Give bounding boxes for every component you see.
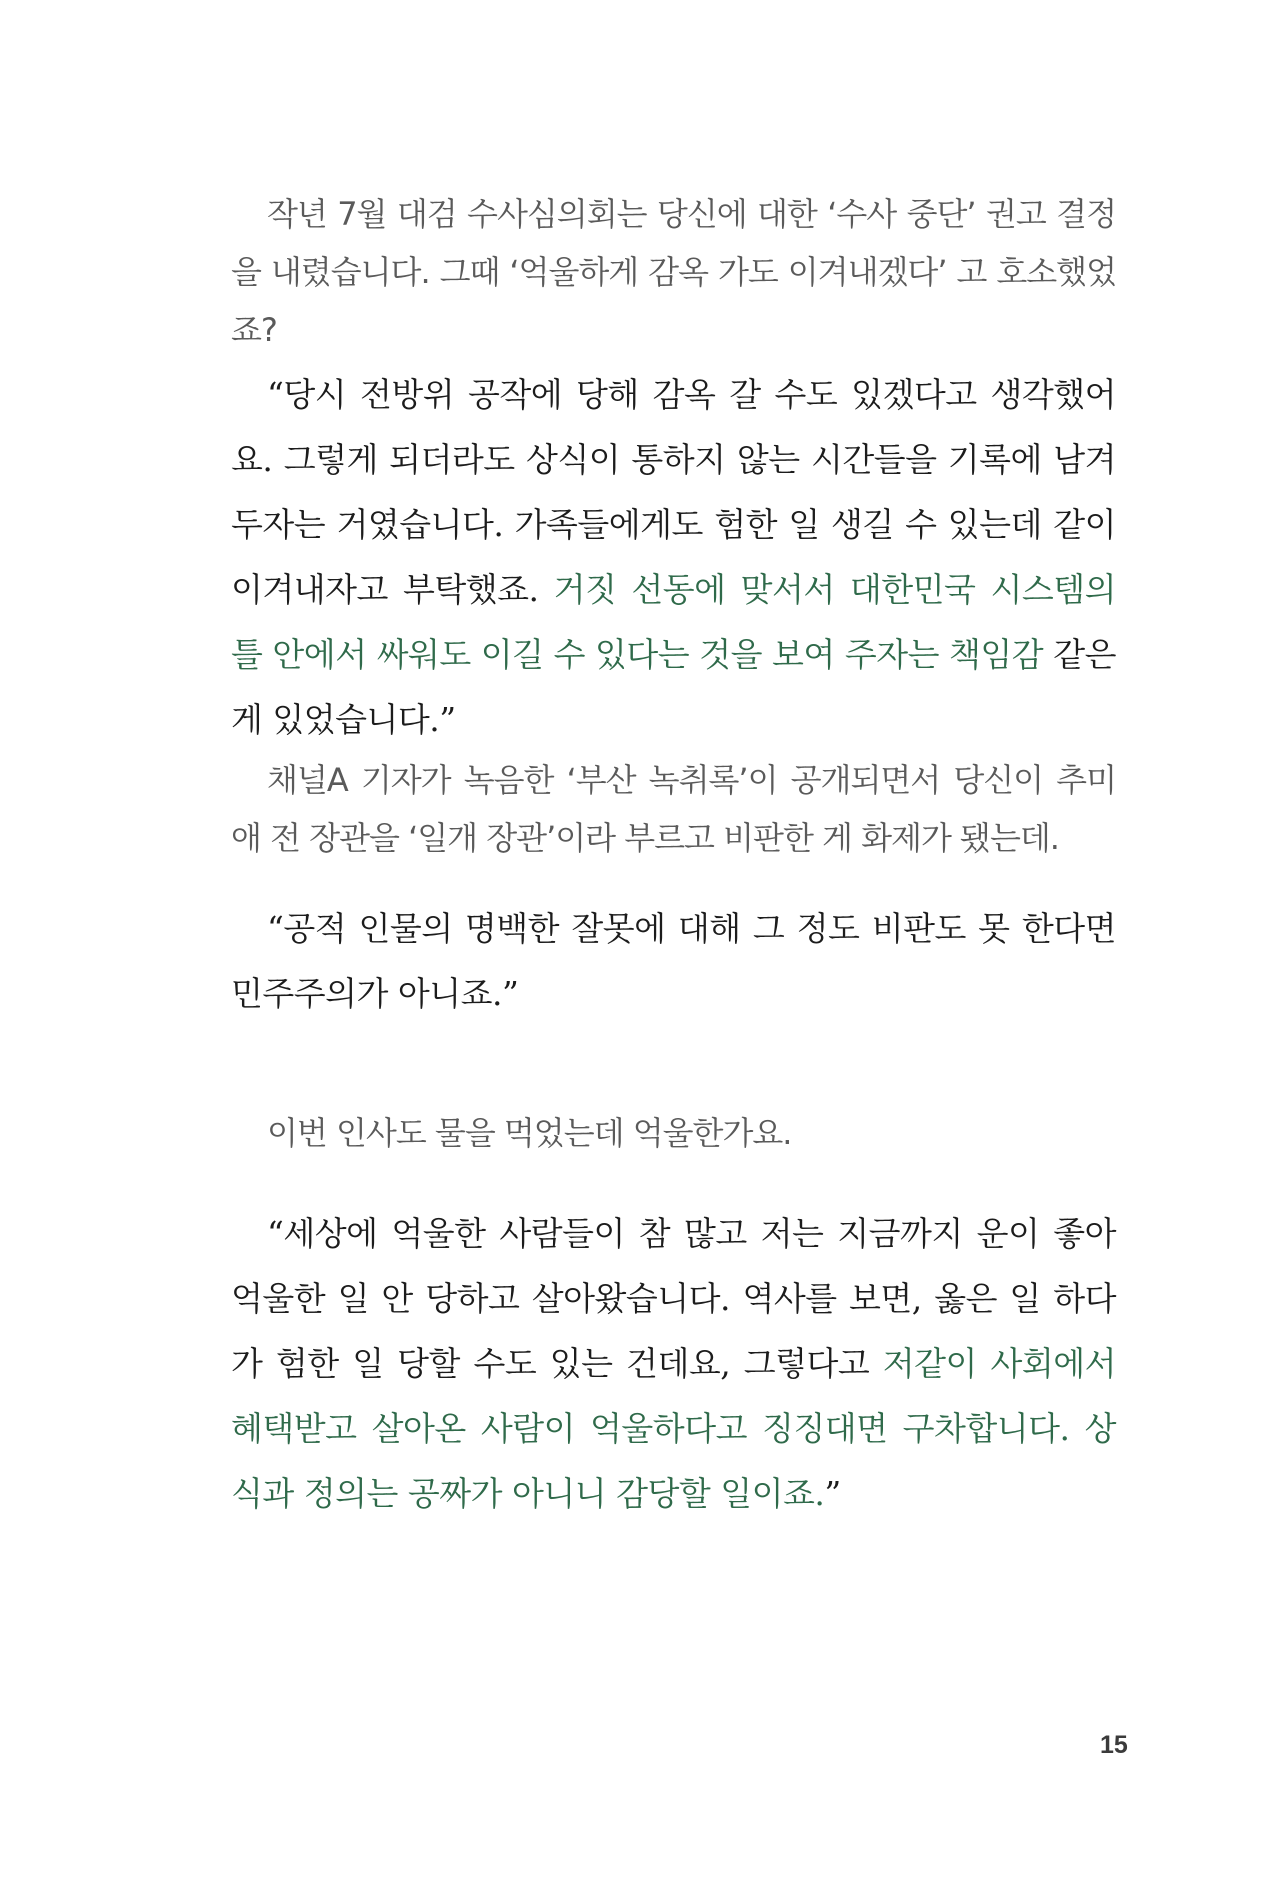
answer-text-tail: 같은 게 있었습니다.” [231,635,1116,739]
answer-text-tail: ” [824,1474,841,1513]
question-paragraph-1: 작년 7월 대검 수사심의회는 당신에 대한 ‘수사 중단’ 권고 결정을 내렸습니다. 그때 ‘억울하게 감옥 가도 이겨내겠다’ 고 호소했었죠? [231,195,1116,349]
answer-text: “당시 전방위 공작에 당해 감옥 갈 수도 있겠다고 생각했어요. 그렇게 되더라도 상식이 통하지 않는 시간들을 기록에 남겨두자는 거였습니다. 가족들에게도 험한 일 생길 수 있는데 같이 이겨내자고 부탁했죠. [231,375,1116,609]
answer-text: “세상에 억울한 사람들이 참 많고 저는 지금까지 운이 좋아 억울한 일 안 당하고 살아왔습니다. 역사를 보면, 옳은 일 하다가 험한 일 당할 수도 있는 건데요, 그렇다고 [231,1214,1116,1383]
highlighted-answer-text: 거짓 선동에 맞서서 대한민국 시스템의 틀 안에서 싸워도 이길 수 있다는 것을 보여 주자는 책임감 [231,570,1116,674]
answer-paragraph-2: “공적 인물의 명백한 잘못에 대해 그 정도 비판도 못 한다면 민주주의가 아니죠.” [231,909,1116,1013]
highlighted-answer-text: 저같이 사회에서 혜택받고 살아온 사람이 억울하다고 징징대면 구차합니다. 상식과 정의는 공짜가 아니니 감당할 일이죠. [231,1344,1116,1513]
answer-paragraph-1 [231,362,1116,752]
question-paragraph-3: 이번 인사도 물을 먹었는데 억울한가요. [267,1114,792,1152]
page-number: 15 [1100,1731,1128,1759]
answer-paragraph-3 [231,1201,1116,1526]
question-paragraph-2: 채널A 기자가 녹음한 ‘부산 녹취록’이 공개되면서 당신이 추미애 전 장관을 ‘일개 장관’이라 부르고 비판한 게 화제가 됐는데. [231,761,1116,857]
